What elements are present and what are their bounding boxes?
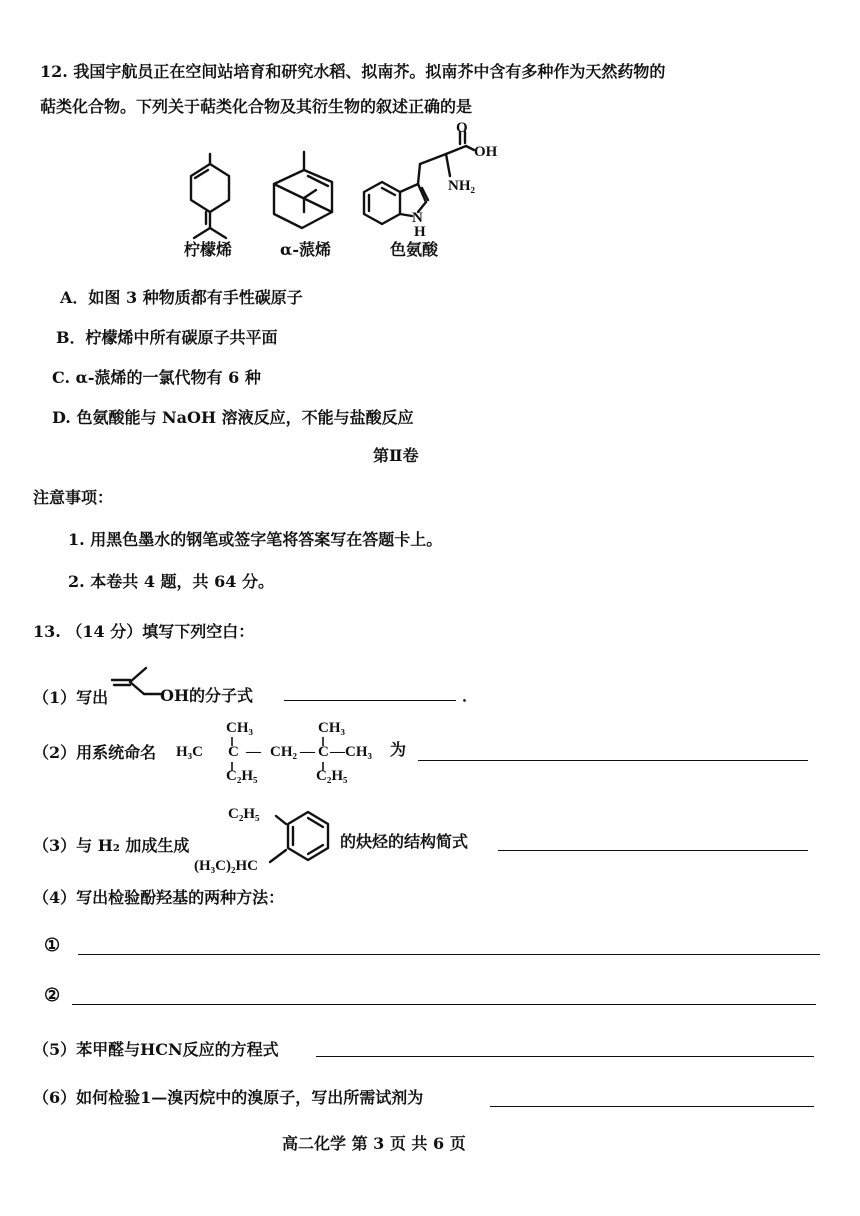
q13-part4-method1-marker: ①: [44, 935, 61, 956]
q12-option-a: A．如图 3 种物质都有手性碳原子: [60, 288, 303, 307]
formula-dash2: —: [300, 744, 315, 760]
q13-part4-method1-blank[interactable]: [78, 954, 820, 955]
q13-part5: （5）苯甲醛与HCN反应的方程式: [33, 1040, 279, 1059]
q13-part3-prefix: （3）与 H₂ 加成生成: [33, 836, 190, 855]
tryptophan-nh2: NH₂: [448, 178, 475, 194]
q13-part4-method2-marker: ②: [44, 985, 61, 1006]
page-footer: 高二化学 第 3 页 共 6 页: [282, 1134, 466, 1153]
formula-c2h5-bottom1: C₂H₅: [226, 768, 258, 784]
q13-part3-isopropyl: (H₃C)₂HC: [194, 858, 258, 874]
q13-part1-oh: OH的分子式: [160, 686, 254, 705]
limonene-structure: [180, 150, 250, 250]
q13-part2-prefix: （2）用系统命名: [33, 743, 157, 762]
formula-h3c: H₃C: [176, 744, 203, 760]
formula-c1: C: [228, 744, 239, 760]
q13-part3-blank[interactable]: [498, 850, 808, 851]
tryptophan-structure: [360, 120, 510, 246]
formula-vertical-bonds: [0, 0, 1, 1]
q13-part2-suffix: 为: [390, 740, 407, 759]
tryptophan-o: O: [456, 120, 468, 136]
q13-part3-suffix: 的炔烃的结构简式: [340, 832, 469, 851]
q12-option-d: D. 色氨酸能与 NaOH 溶液反应，不能与盐酸反应: [52, 408, 414, 427]
formula-dash1: —: [246, 744, 261, 760]
note-1: 1. 用黑色墨水的钢笔或签字笔将答案写在答题卡上。: [68, 530, 443, 549]
tryptophan-label: 色氨酸: [390, 240, 439, 259]
q13-part1-prefix: （1）写出: [33, 688, 109, 707]
q13-title: 13. （14 分）填写下列空白：: [33, 622, 255, 641]
q13-part3-benzene-structure: [260, 800, 340, 880]
formula-ch2: CH₂: [270, 744, 297, 760]
alpha-pinene-label: α-蒎烯: [280, 240, 331, 259]
formula-ch3-top2: CH₃: [318, 720, 345, 736]
q12-stem-line2: 萜类化合物。下列关于萜类化合物及其衍生物的叙述正确的是: [40, 97, 473, 116]
q13-part4-method2-blank[interactable]: [72, 1004, 816, 1005]
q12-option-c: C. α-蒎烯的一氯代物有 6 种: [52, 368, 261, 387]
q13-part1-structure: [108, 664, 168, 704]
q13-part4: （4）写出检验酚羟基的两种方法：: [33, 888, 285, 907]
formula-c2h5-bottom2: C₂H₅: [316, 768, 348, 784]
section-title: 第Ⅱ卷: [373, 446, 419, 465]
q13-part6: （6）如何检验1—溴丙烷中的溴原子，写出所需试剂为: [33, 1088, 424, 1107]
formula-ch3-end: —CH₃: [330, 744, 372, 760]
tryptophan-oh: OH: [474, 144, 498, 160]
q13-part2-blank[interactable]: [418, 760, 808, 761]
tryptophan-h: H: [414, 224, 426, 240]
q12-stem-line1: 12. 我国宇航员正在空间站培育和研究水稻、拟南芥。拟南芥中含有多种作为天然药物的: [40, 62, 666, 81]
formula-c2: C: [318, 744, 329, 760]
q12-option-b: B．柠檬烯中所有碳原子共平面: [56, 328, 278, 347]
limonene-label: 柠檬烯: [184, 240, 233, 259]
tryptophan-n: N: [412, 210, 423, 226]
note-2: 2. 本卷共 4 题，共 64 分。: [68, 572, 274, 591]
notes-heading: 注意事项：: [33, 488, 114, 507]
q13-part1-blank[interactable]: [284, 700, 456, 701]
q13-part3-c2h5: C₂H₅: [228, 806, 260, 822]
alpha-pinene-structure: [270, 150, 350, 240]
formula-ch3-top1: CH₃: [226, 720, 253, 736]
q13-part1-dot: ．: [462, 686, 479, 705]
q13-part5-blank[interactable]: [316, 1056, 814, 1057]
q13-part6-blank[interactable]: [490, 1106, 814, 1107]
